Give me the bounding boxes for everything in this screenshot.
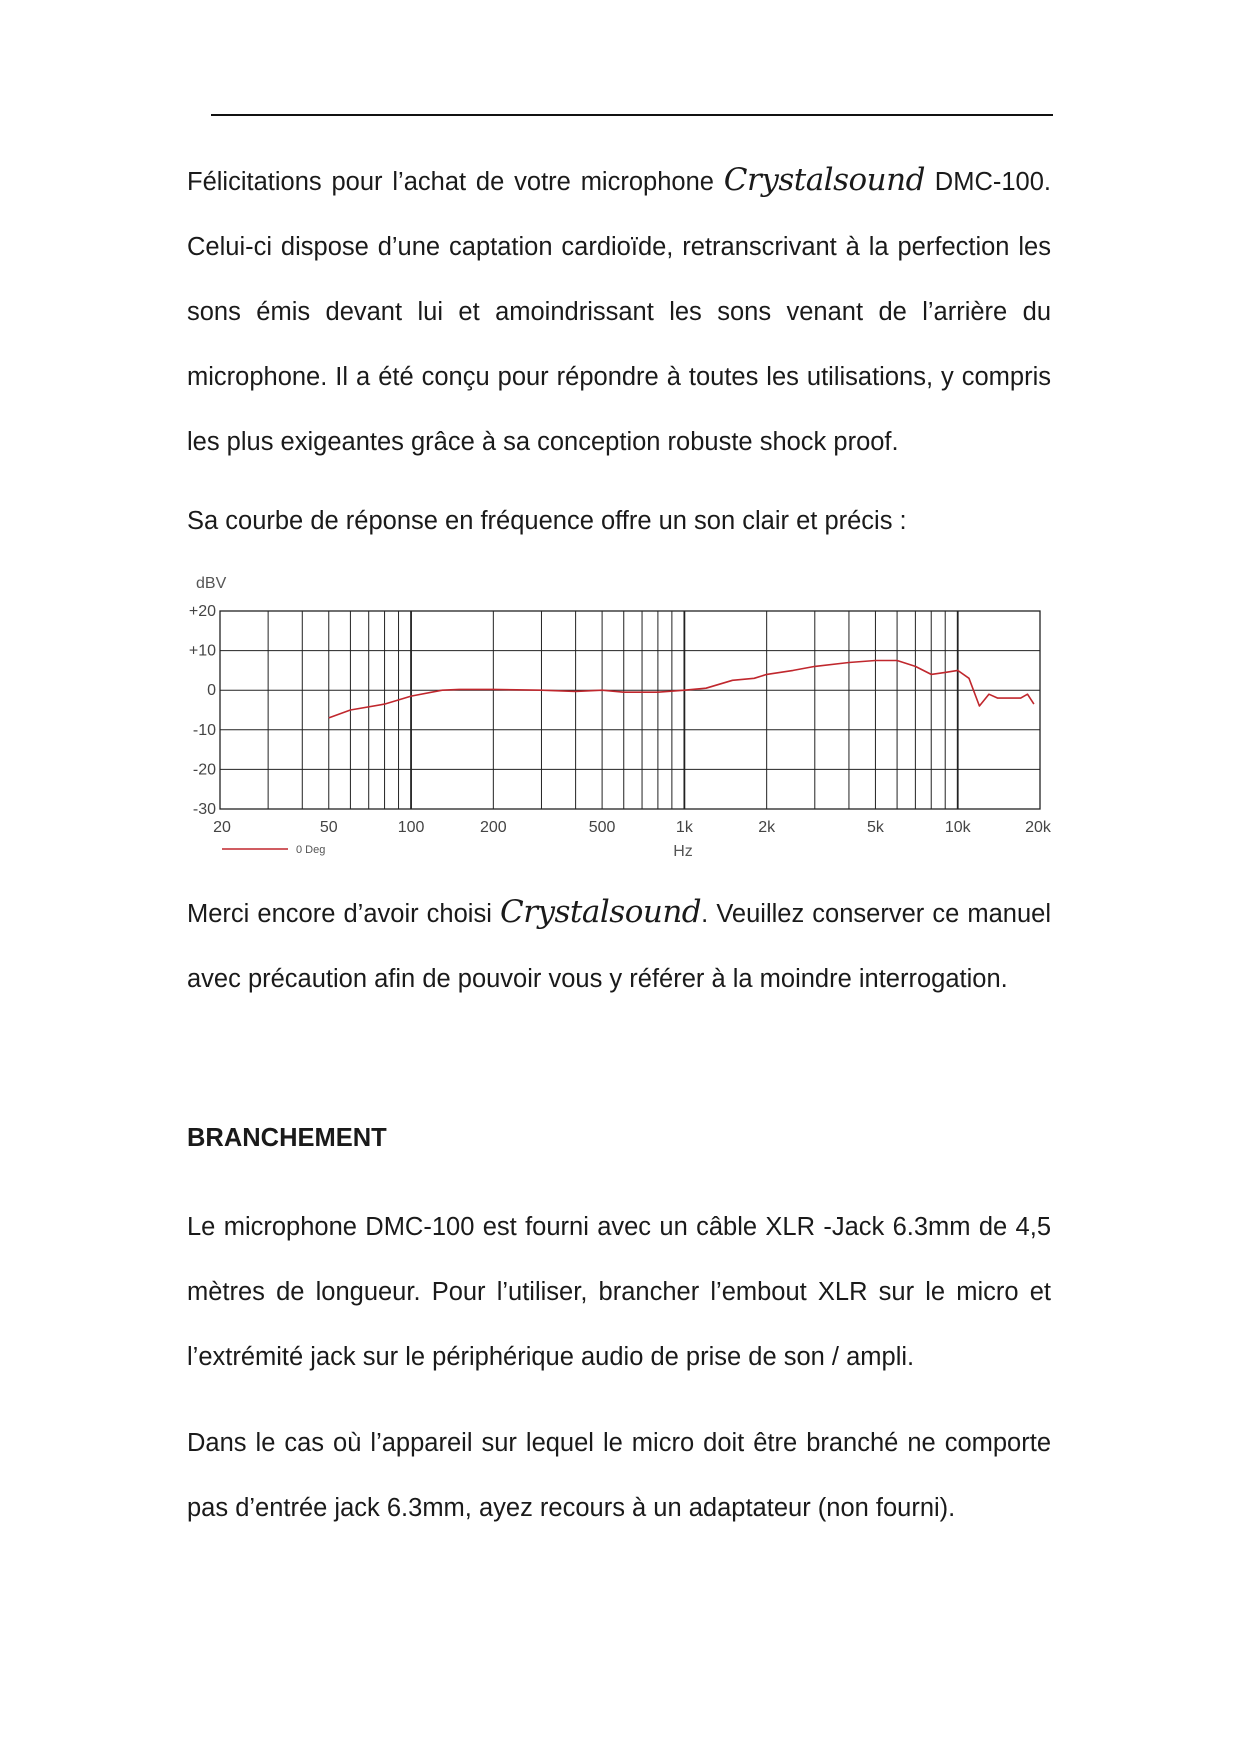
x-tick-label: 20 <box>213 819 231 836</box>
y-tick-label: +10 <box>188 642 216 660</box>
header-rule <box>211 114 1053 116</box>
x-tick-label: 1k <box>675 819 693 836</box>
thanks-paragraph <box>187 880 1051 1012</box>
y-tick-label: -20 <box>192 761 216 779</box>
thanks-text-end: . Veuillez conserver ce manuel avec précaution afin de pouvoir vous y référer à la moindre interrogation. <box>187 900 1051 993</box>
y-axis-label: dBV <box>196 575 227 592</box>
x-tick-label: 50 <box>319 819 338 836</box>
x-tick-label: 5k <box>866 819 884 836</box>
y-tick-label: +20 <box>188 603 216 620</box>
x-axis-label: Hz <box>673 843 693 860</box>
y-tick-label: 0 <box>207 682 216 700</box>
intro-text-start: Félicitations pour l’achat de votre microphone <box>187 168 724 196</box>
y-tick-label: -10 <box>192 721 216 739</box>
legend-label: 0 Deg <box>296 844 326 856</box>
brand-logo-text-2: Crystalsound <box>499 894 702 930</box>
branchement-paragraph-1: Le microphone DMC-100 est fourni avec un câble XLR -Jack 6.3mm de 4,5 mètres de longueur. Pour l’utiliser, brancher l’embout XLR sur le micro et l’extrémité jack sur le périphérique audio de prise de son / ampli. <box>187 1213 1051 1371</box>
x-tick-label: 10k <box>944 819 971 836</box>
branchement-paragraph-2: Dans le cas où l’appareil sur lequel le micro doit être branché ne comporte pas d’entrée jack 6.3mm, ayez recours à un adaptateur (non fourni). <box>187 1429 1051 1522</box>
intro-text-end: DMC-100. Celui-ci dispose d’une captation cardioïde, retranscrivant à la perfection les sons émis devant lui et amoindrissant les sons venant de l’arrière du microphone. Il a été conçu pour répondre à toutes les utilisations, y compris les plus exigeantes grâce à sa conception robuste shock proof. <box>187 168 1051 456</box>
x-tick-label: 20k <box>1025 819 1051 836</box>
frequency-response-chart <box>180 566 1060 866</box>
curve-intro-text: Sa courbe de réponse en fréquence offre un son clair et précis : <box>187 507 907 535</box>
chart-svg <box>180 566 1060 866</box>
y-tick-label: -30 <box>192 801 216 818</box>
intro-paragraph <box>187 148 1051 475</box>
x-tick-label: 2k <box>758 819 776 836</box>
x-tick-label: 500 <box>588 819 616 836</box>
plot-frame <box>220 611 1040 809</box>
x-tick-label: 100 <box>397 819 425 836</box>
series-line-0-deg <box>329 661 1034 718</box>
brand-logo-text: Crystalsound <box>723 162 925 198</box>
section-heading-branchement: BRANCHEMENT <box>187 1124 387 1152</box>
x-tick-label: 200 <box>479 819 507 836</box>
thanks-text-start: Merci encore d’avoir choisi <box>187 900 500 928</box>
